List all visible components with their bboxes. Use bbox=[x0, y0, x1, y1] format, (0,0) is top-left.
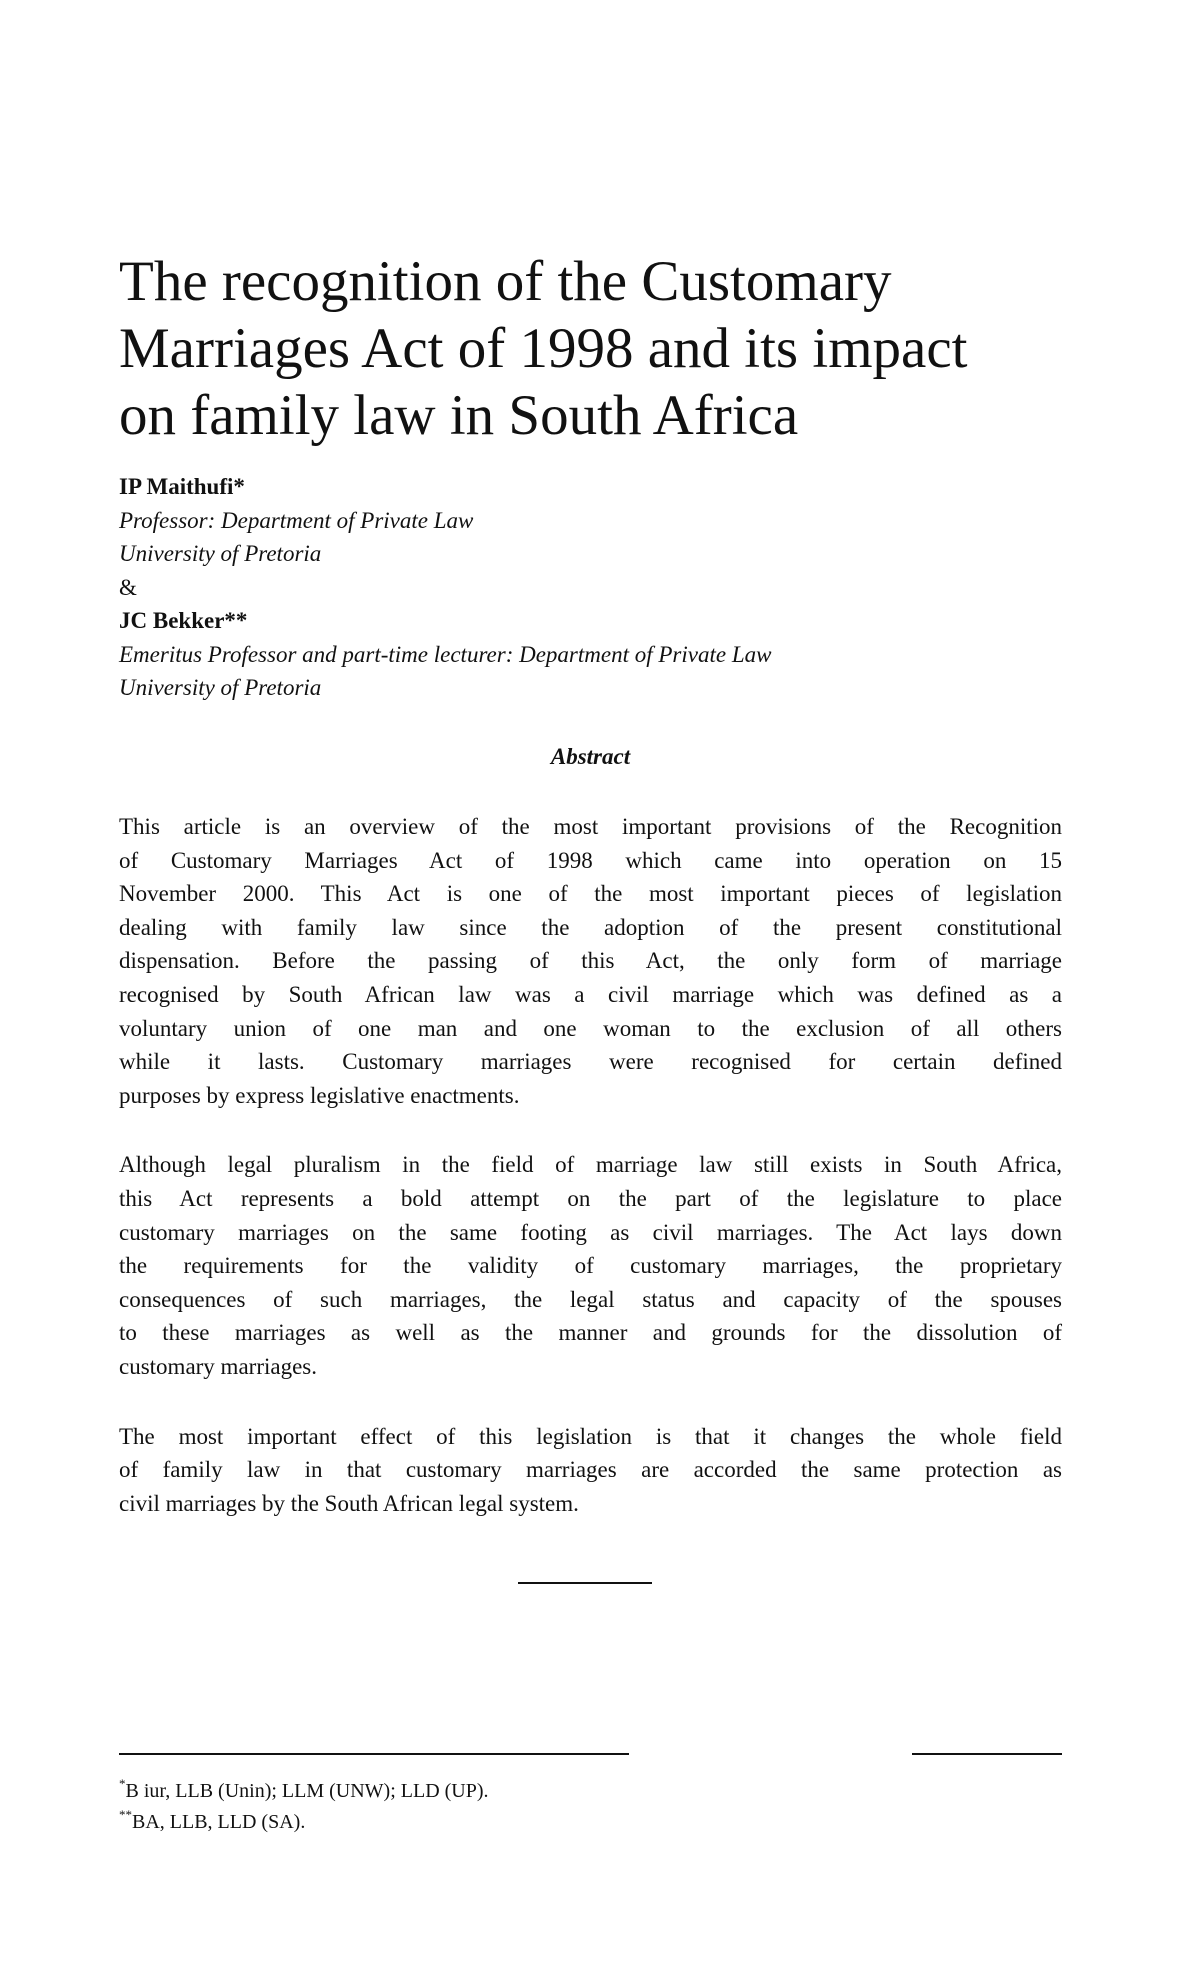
title-line: on family law in South Africa bbox=[119, 384, 799, 447]
author-name-bekker: JC Bekker** bbox=[119, 608, 248, 633]
text-line: while it lasts. Customary marriages were recognised for certain defined bbox=[119, 1049, 1062, 1075]
author-affiliation: Emeritus Professor and part-time lecturer: Department of Private Law bbox=[119, 641, 772, 667]
abstract-paragraph bbox=[119, 1148, 1062, 1383]
text-line: dispensation. Before the passing of this Act, the only form of marriage bbox=[119, 948, 1062, 974]
footnote-text: BA, LLB, LLD (SA). bbox=[132, 1811, 306, 1833]
title-line: The recognition of the Customary bbox=[119, 250, 892, 313]
author-affiliation: University of Pretoria bbox=[119, 541, 322, 566]
text-line: This article is an overview of the most important provisions of the Recognition bbox=[119, 814, 1062, 839]
text-line: dealing with family law since the adoption of the present constitutional bbox=[119, 914, 1062, 940]
text-line: Although legal pluralism in the field of marriage law still exists in South Africa, bbox=[119, 1152, 1062, 1178]
text-line: of Customary Marriages Act of 1998 which came into operation on 15 bbox=[119, 847, 1062, 873]
text-line: civil marriages by the South African legal system. bbox=[119, 1490, 579, 1516]
author-affiliation: Professor: Department of Private Law bbox=[119, 507, 474, 533]
text-line: voluntary union of one man and one woman to the exclusion of all others bbox=[119, 1015, 1062, 1041]
footnote-1 bbox=[119, 1776, 1062, 1807]
abstract-body bbox=[119, 810, 1062, 1556]
author-block bbox=[119, 470, 1079, 705]
text-line: The most important effect of this legislation is that it changes the whole field bbox=[119, 1423, 1062, 1449]
text-line: customary marriages. bbox=[119, 1353, 317, 1379]
footnote-marker: * bbox=[119, 1776, 126, 1791]
text-line: recognised by South African law was a civil marriage which was defined as a bbox=[119, 981, 1062, 1007]
abstract-paragraph bbox=[119, 1420, 1062, 1521]
text-line: purposes by express legislative enactments. bbox=[119, 1082, 520, 1108]
text-line: consequences of such marriages, the legal status and capacity of the spouses bbox=[119, 1286, 1062, 1312]
abstract-heading: Abstract bbox=[550, 744, 631, 769]
section-separator bbox=[518, 1582, 652, 1584]
text-line: to these marriages as well as the manner and grounds for the dissolution of bbox=[119, 1320, 1062, 1346]
footnote-rule bbox=[119, 1753, 629, 1755]
text-line: November 2000. This Act is one of the most important pieces of legislation bbox=[119, 881, 1062, 907]
article-title bbox=[119, 248, 1079, 449]
text-line: the requirements for the validity of customary marriages, the proprietary bbox=[119, 1253, 1062, 1279]
footnote-2 bbox=[119, 1807, 1062, 1838]
footnote-text: B iur, LLB (Unin); LLM (UNW); LLD (UP). bbox=[125, 1780, 489, 1802]
author-affiliation: University of Pretoria bbox=[119, 675, 322, 700]
text-line: of family law in that customary marriages are accorded the same protection as bbox=[119, 1457, 1062, 1483]
author-name-maithufi: IP Maithufi* bbox=[119, 474, 245, 499]
text-line: customary marriages on the same footing as civil marriages. The Act lays down bbox=[119, 1219, 1062, 1245]
footnotes bbox=[119, 1776, 1062, 1838]
footnote-rule bbox=[912, 1753, 1062, 1755]
text-line: this Act represents a bold attempt on the part of the legislature to place bbox=[119, 1185, 1062, 1211]
footnote-marker: ** bbox=[119, 1807, 132, 1822]
abstract-paragraph bbox=[119, 810, 1062, 1112]
title-line: Marriages Act of 1998 and its impact bbox=[119, 317, 968, 380]
author-ampersand: & bbox=[119, 574, 137, 600]
